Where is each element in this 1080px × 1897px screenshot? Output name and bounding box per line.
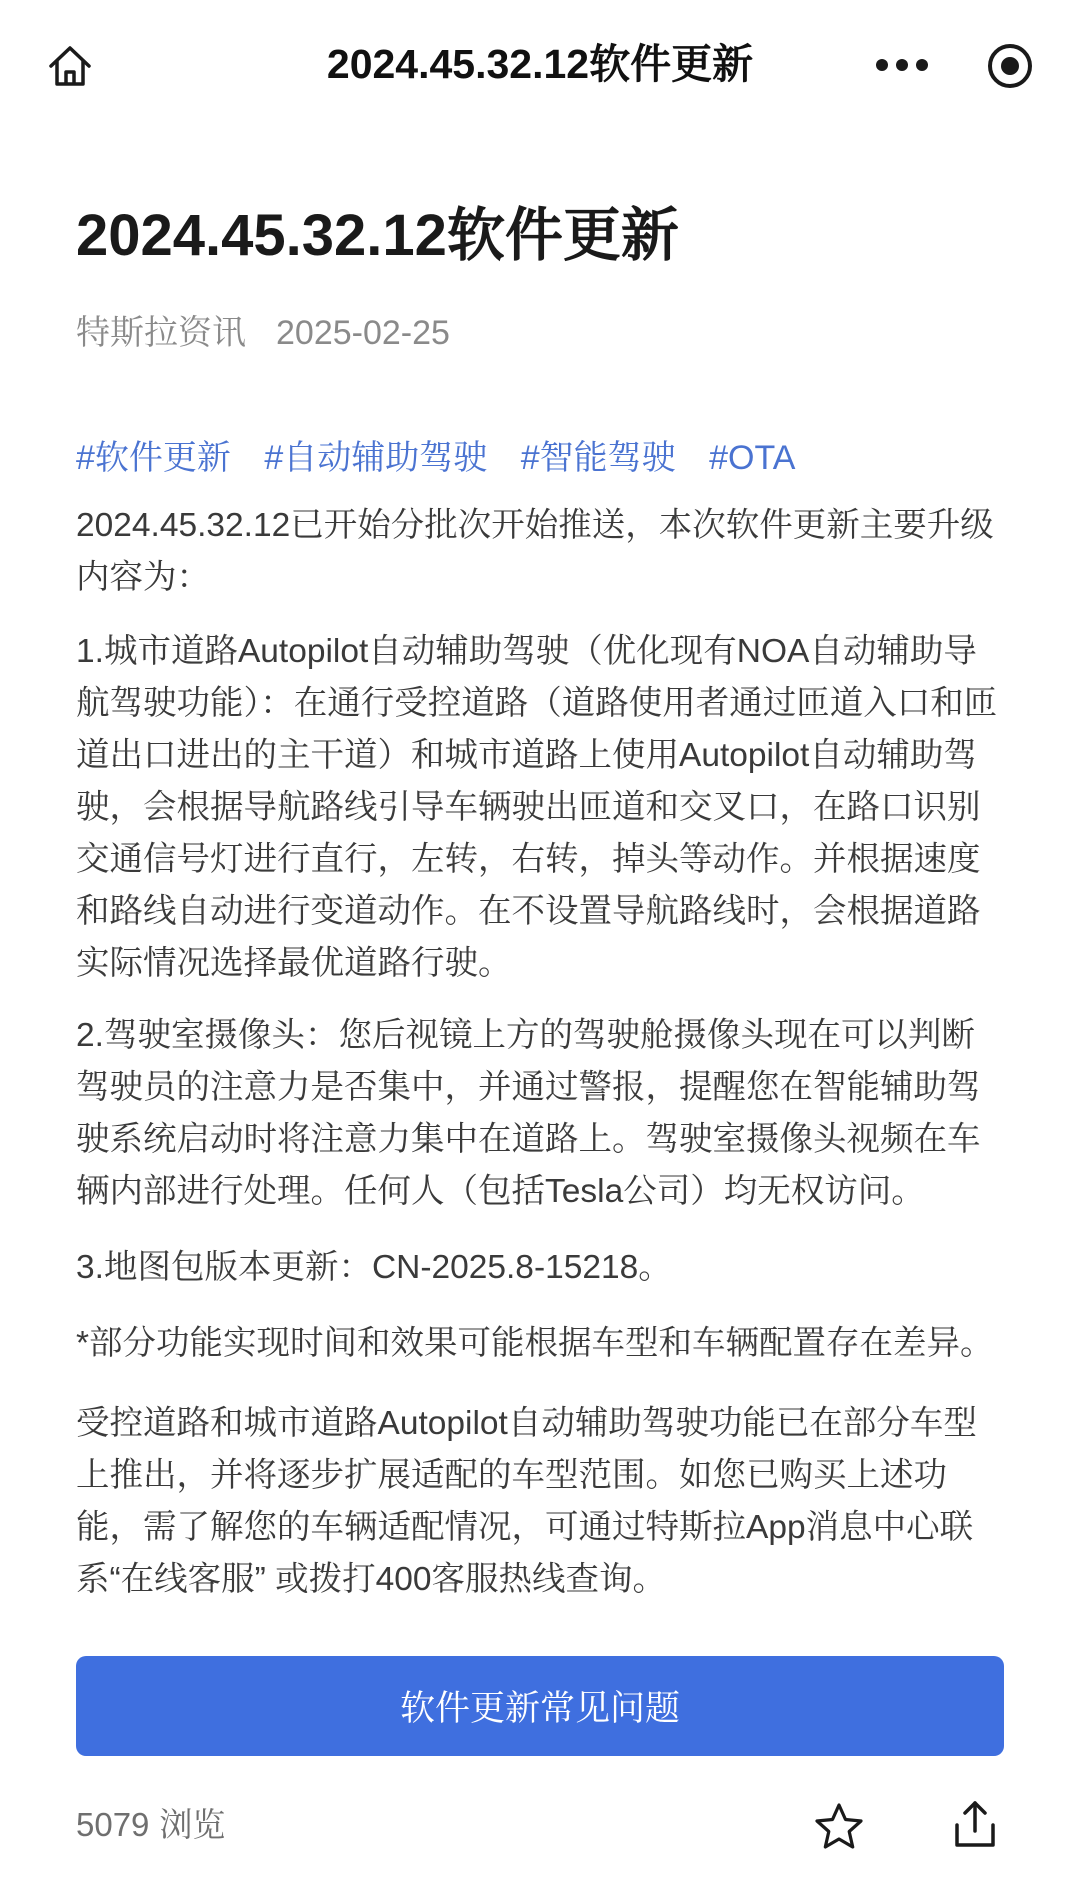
record-icon <box>986 42 1034 90</box>
favorite-button[interactable] <box>808 1795 870 1857</box>
article-meta <box>76 310 450 356</box>
article-title: 2024.45.32.12软件更新 <box>76 203 679 268</box>
nav-title: 2024.45.32.12软件更新 <box>326 41 754 87</box>
more-button[interactable] <box>868 40 936 90</box>
view-count <box>76 1802 225 1848</box>
record-button[interactable] <box>980 36 1040 96</box>
paragraph-closing: 受控道路和城市道路Autopilot自动辅助驾驶功能已在部分车型上推出，并将逐步扩展适配的车型范围。如您已购买上述功能，需了解您的车辆适配情况，可通过特斯拉App消息中心联系“在线客服” 或拨打400客服热线查询。 <box>76 1405 977 1598</box>
share-icon <box>951 1799 999 1849</box>
paragraph-item-2: 2.驾驶室摄像头：您后视镜上方的驾驶舱摄像头现在可以判断驾驶员的注意力是否集中，并通过警报，提醒您在智能辅助驾驶系统启动时将注意力集中在道路上。驾驶室摄像头视频在车辆内部进行处理。任何人（包括Tesla公司）均无权访问。 <box>76 1017 981 1210</box>
paragraph-item-1: 1.城市道路Autopilot自动辅助驾驶（优化现有NOA自动辅助导航驾驶功能）：在通行受控道路（道路使用者通过匝道入口和匝道出口进出的主干道）和城市道路上使用Autopilot自动辅助驾驶，会根据导航路线引导车辆驶出匝道和交叉口，在路口识别交通信号灯进行直行，左转，右转，掉头等动作。并根据速度和路线自动进行变道动作。在不设置导航路线时，会根据道路实际情况选择最优道路行驶。 <box>76 633 998 982</box>
more-dots-icon <box>874 57 930 73</box>
faq-button[interactable]: 软件更新常见问题 <box>76 1656 1004 1756</box>
paragraph-item-3: 3.地图包版本更新：CN-2025.8-15218。 <box>76 1249 672 1286</box>
view-count-number: 5079 <box>76 1806 150 1843</box>
tag-ota[interactable]: #OTA <box>709 439 796 477</box>
share-button[interactable] <box>944 1793 1006 1855</box>
paragraph-note: *部分功能实现时间和效果可能根据车型和车辆配置存在差异。 <box>76 1325 994 1362</box>
tag-smart-driving[interactable]: #智能驾驶 <box>520 439 676 477</box>
tag-list <box>76 434 819 482</box>
paragraph-intro: 2024.45.32.12已开始分批次开始推送，本次软件更新主要升级内容为： <box>76 507 994 596</box>
top-nav-bar <box>0 0 1080 128</box>
tag-autopilot[interactable]: #自动辅助驾驶 <box>264 439 488 477</box>
star-icon <box>814 1802 864 1850</box>
home-button[interactable] <box>40 36 100 96</box>
article-source[interactable]: 特斯拉资讯 <box>76 314 246 352</box>
tag-software-update[interactable]: #软件更新 <box>76 439 231 477</box>
home-icon <box>47 44 93 88</box>
article-date: 2025-02-25 <box>276 314 450 352</box>
view-count-label: 浏览 <box>159 1806 226 1843</box>
